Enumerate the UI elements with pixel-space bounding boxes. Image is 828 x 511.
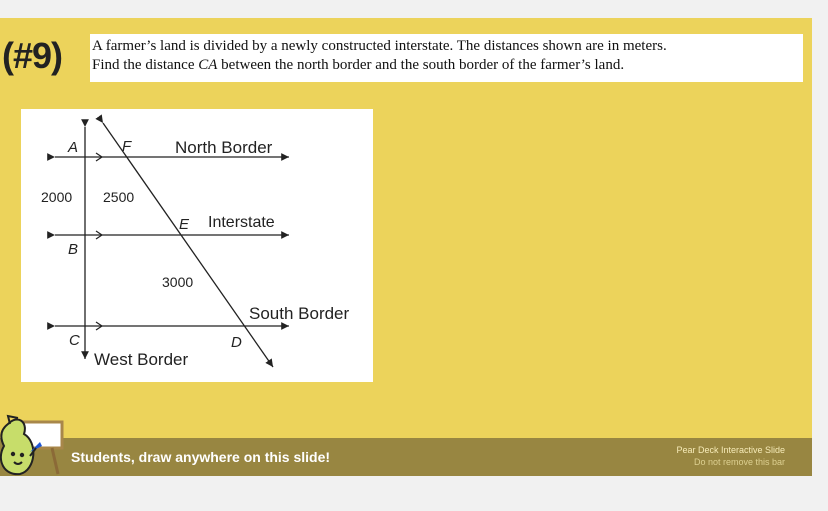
question-number: (#9) [2,35,63,76]
label-north-border: North Border [175,138,273,157]
label-c: C [69,332,80,349]
diagram-panel [21,109,373,382]
label-b: B [68,241,79,258]
pear-mascot-icon [0,414,65,478]
problem-line-2-end: between the north border and the south border of the farmer’s land. [217,57,625,73]
label-west-border: West Border [94,350,189,369]
problem-variable-ca: CA [198,57,218,73]
label-a: A [68,139,79,156]
label-2500: 2500 [103,189,135,205]
brand-notice: Do not remove this bar [693,457,785,467]
problem-line-2-start: Find the distance [92,57,199,73]
pear-deck-footer-bar [0,438,812,476]
problem-text-box [90,34,803,82]
label-2000: 2000 [41,189,73,205]
label-3000: 3000 [162,274,194,290]
draw-prompt: Students, draw anywhere on this slide! [71,449,331,465]
label-f: F [122,138,132,155]
label-south-border: South Border [249,304,350,323]
geometry-diagram [21,109,373,382]
label-interstate: Interstate [208,214,275,231]
label-e: E [179,216,190,233]
problem-text [92,37,800,75]
label-d: D [231,334,242,351]
problem-line-1: A farmer’s land is divided by a newly constructed interstate. The distances shown are in meters. [92,38,667,54]
brand-title: Pear Deck Interactive Slide [676,445,785,455]
transversal-line [103,123,273,367]
